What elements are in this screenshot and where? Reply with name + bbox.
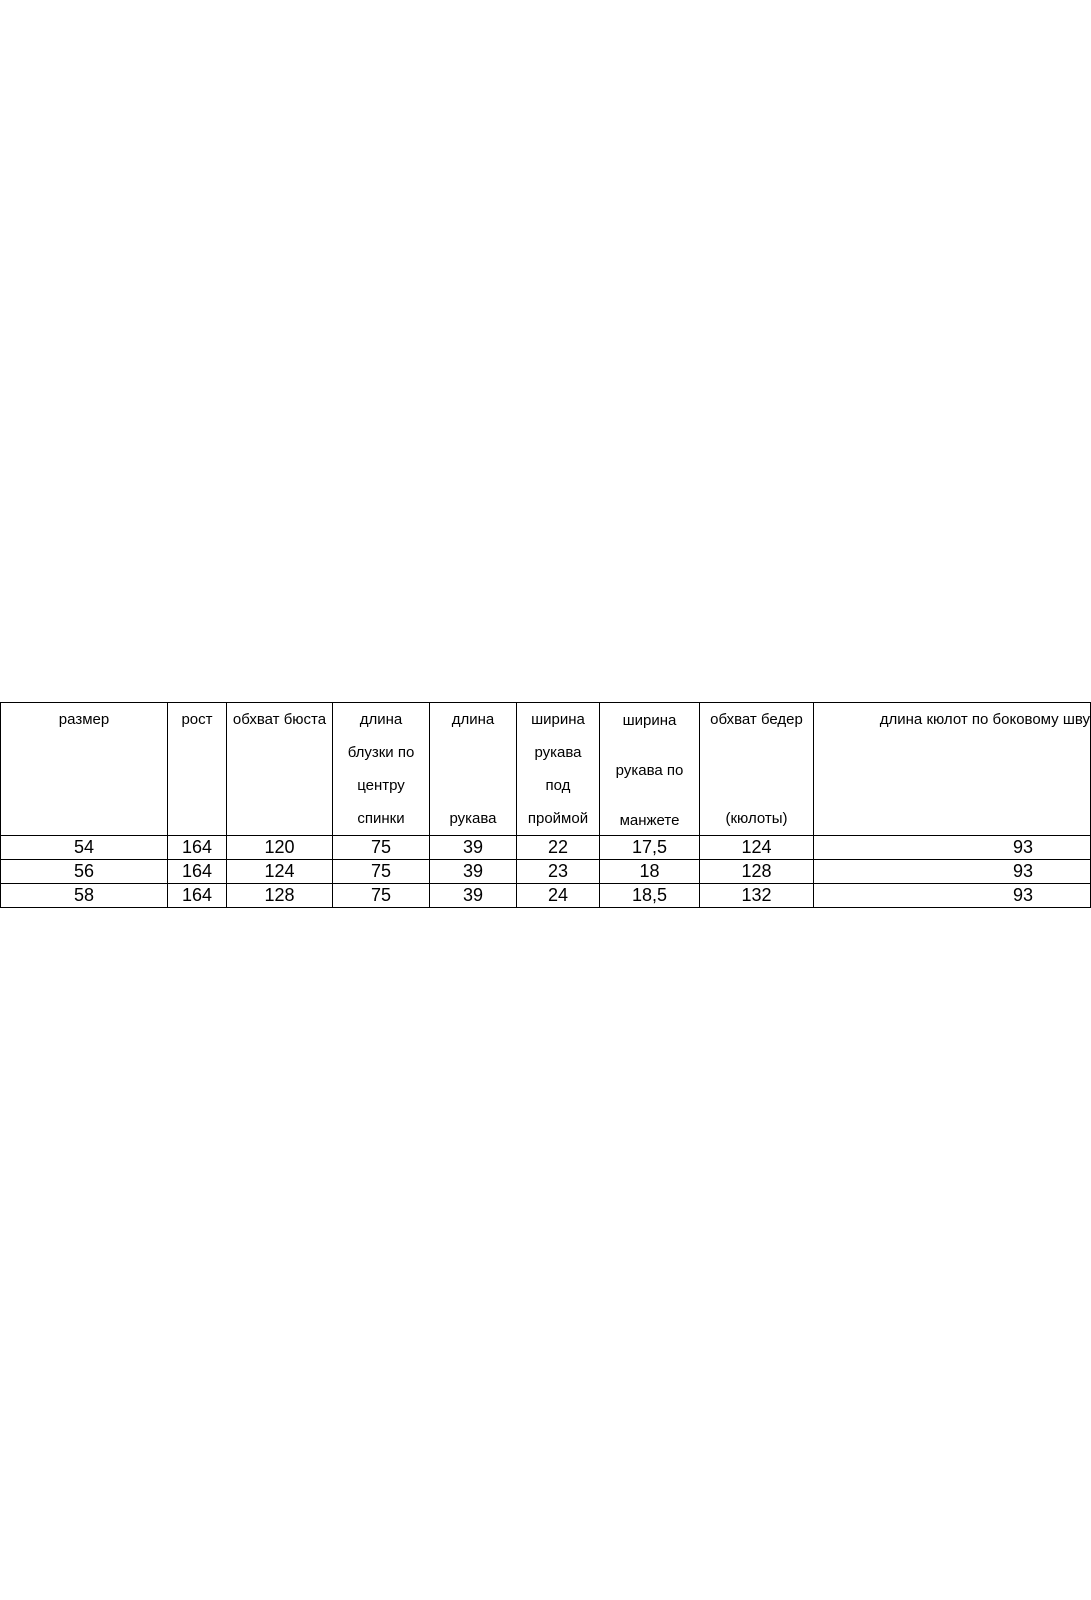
size-chart: [0, 702, 1090, 905]
header-cell: [814, 703, 1091, 836]
cell-height: 164: [168, 884, 227, 908]
header-culottes-length: длина кюлот по боковому шву: [879, 711, 1090, 728]
header-cell: [168, 703, 227, 836]
cell-hips: 124: [700, 836, 814, 860]
header-cell: [600, 703, 700, 836]
table-row: [1, 860, 1091, 884]
cell-height: 164: [168, 860, 227, 884]
header-hips: обхват бедер (кюлоты): [710, 711, 803, 827]
cell-culottes-length: 93: [814, 884, 1091, 908]
header-height: рост: [181, 711, 213, 728]
header-sleeve-width-cuff: ширина рукава по манжете: [615, 712, 684, 829]
cell-size: 58: [1, 884, 168, 908]
cell-sleeve-width-cuff: 18,5: [600, 884, 700, 908]
cell-sleeve-width-armhole: 23: [517, 860, 600, 884]
cell-blouse-length: 75: [333, 860, 430, 884]
header-sleeve-length: длина рукава: [449, 711, 497, 827]
cell-sleeve-width-cuff: 17,5: [600, 836, 700, 860]
header-sleeve-width-armhole: ширина рукава под проймой: [527, 711, 589, 827]
cell-hips: 128: [700, 860, 814, 884]
cell-sleeve-length: 39: [430, 884, 517, 908]
cell-size: 54: [1, 836, 168, 860]
cell-blouse-length: 75: [333, 884, 430, 908]
header-cell: [227, 703, 333, 836]
cell-culottes-length: 93: [814, 860, 1091, 884]
cell-sleeve-length: 39: [430, 836, 517, 860]
header-cell: [333, 703, 430, 836]
cell-sleeve-width-cuff: 18: [600, 860, 700, 884]
header-cell: [517, 703, 600, 836]
cell-hips: 132: [700, 884, 814, 908]
header-cell: [1, 703, 168, 836]
table-row: [1, 884, 1091, 908]
cell-sleeve-length: 39: [430, 860, 517, 884]
header-blouse-length: длина блузки по центру спинки: [347, 711, 415, 827]
cell-size: 56: [1, 860, 168, 884]
cell-sleeve-width-armhole: 22: [517, 836, 600, 860]
cell-height: 164: [168, 836, 227, 860]
header-size: размер: [58, 711, 110, 728]
header-cell: [430, 703, 517, 836]
cell-sleeve-width-armhole: 24: [517, 884, 600, 908]
cell-blouse-length: 75: [333, 836, 430, 860]
header-bust: обхват бюста: [232, 711, 327, 728]
cell-bust: 128: [227, 884, 333, 908]
size-table: [0, 702, 1091, 908]
table-row: [1, 836, 1091, 860]
cell-bust: 124: [227, 860, 333, 884]
header-row: [1, 703, 1091, 836]
header-cell: [700, 703, 814, 836]
cell-culottes-length: 93: [814, 836, 1091, 860]
cell-bust: 120: [227, 836, 333, 860]
